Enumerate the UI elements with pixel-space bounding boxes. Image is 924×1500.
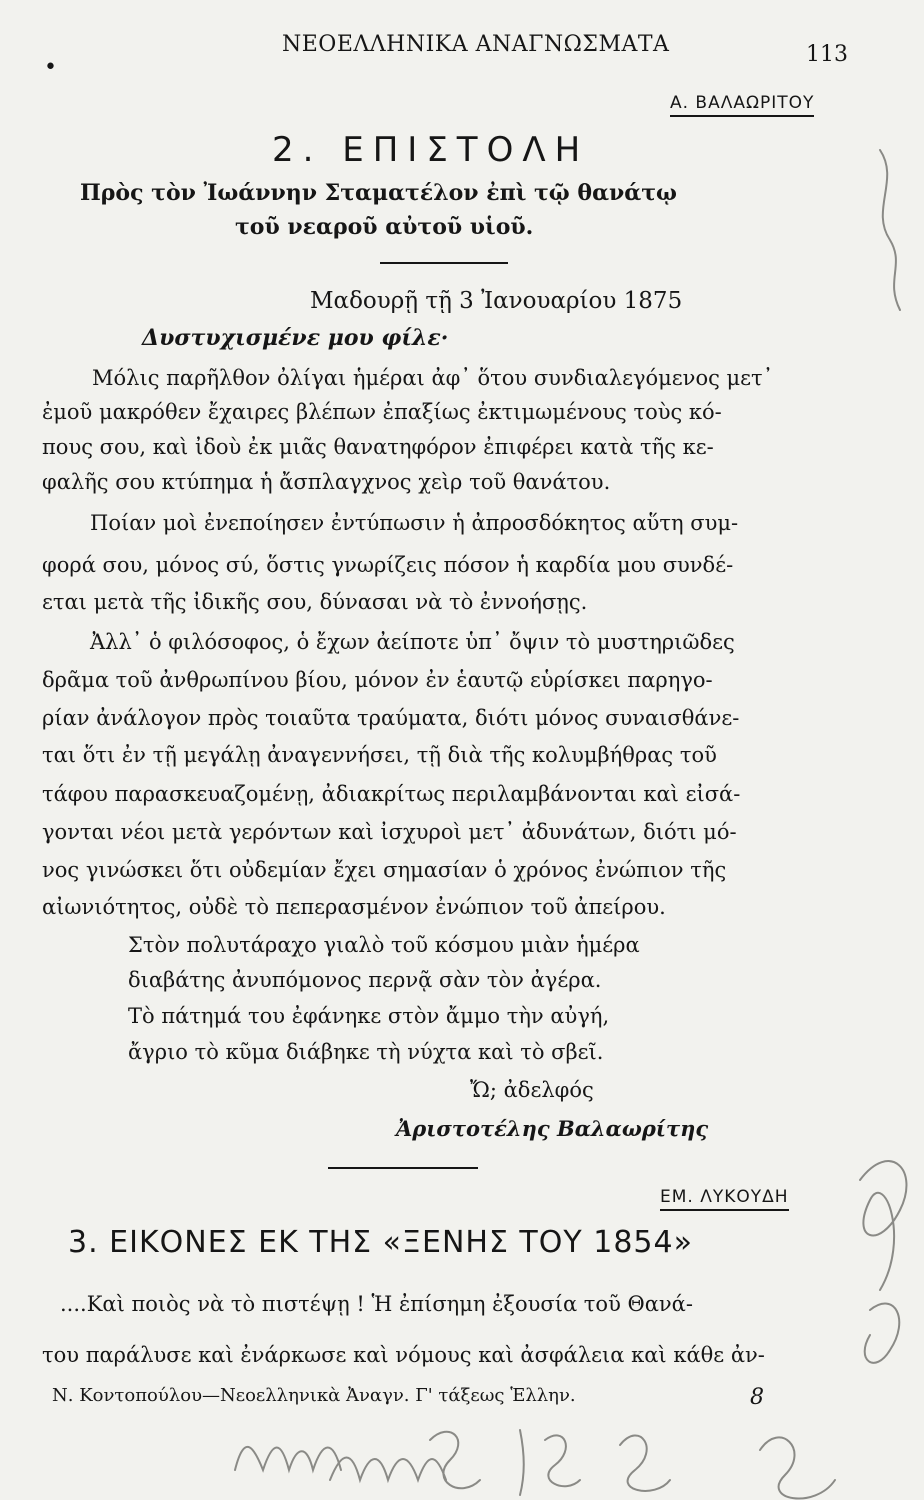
body-line: νος γινώσκει ὅτι οὐδεμίαν ἔχει σημασίαν ὁ χρόνος ἐνώπιον τῆς [42, 858, 727, 882]
margin-scribble-mark [880, 150, 900, 310]
body-line: Ἀλλ᾽ ὁ φιλόσοφος, ὁ ἔχων ἀείποτε ὑπ᾽ ὄψιν τὸ μυστηριῶδες [90, 630, 735, 654]
signoff: Ὤ; ἀδελφός [470, 1078, 594, 1102]
bottom-scribble-mark [760, 1437, 835, 1498]
margin-scribble-mark [865, 1304, 900, 1363]
bottom-scribble-mark [235, 1447, 341, 1470]
body-line: γονται νέοι μετὰ γερόντων καὶ ἰσχυροὶ μετ᾽ ἀδυνάτων, διότι μό- [42, 820, 737, 844]
margin-scribble-mark [860, 1161, 906, 1290]
sheet-number: 8 [750, 1385, 764, 1410]
running-header: ΝΕΟΕΛΛΗΝΙΚΑ ΑΝΑΓΝΩΣΜΑΤΑ [282, 32, 670, 57]
poem-line: διαβάτης ἀνυπόμονος περνᾷ σὰν τὸν ἀγέρα. [128, 968, 602, 992]
body-line: δρᾶμα τοῦ ἀνθρωπίνου βίου, μόνον ἐν ἑαυτῷ εὑρίσκει παρηγο- [42, 668, 713, 692]
body-line: πους σου, καὶ ἰδοὺ ἐκ μιᾶς θανατηφόρον ἐπιφέρει κατὰ τῆς κε- [42, 435, 714, 459]
body-line: Μόλις παρῆλθον ὀλίγαι ἡμέραι ἀφ᾽ ὅτου συνδιαλεγόμενος μετ᾽ [92, 366, 774, 390]
body-line: ται ὅτι ἐν τῇ μεγάλῃ ἀναγεννήσει, τῇ διὰ τῆς κολυμβήθρας τοῦ [42, 743, 717, 767]
subtitle-line: τοῦ νεαροῦ αὐτοῦ υἱοῦ. [235, 214, 534, 240]
bottom-scribble-mark [520, 1430, 580, 1495]
body-line: αἰωνιότητος, οὐδὲ τὸ πεπερασμένον ἐνώπιον τοῦ ἀπείρου. [42, 895, 666, 919]
body-line: ρίαν ἀνάλογον πρὸς τοιαῦτα τραύματα, διότι μόνος συναισθάνε- [42, 706, 740, 730]
dateline: Μαδουρῇ τῇ 3 Ἰανουαρίου 1875 [310, 288, 683, 314]
bottom-scribble-mark [620, 1435, 670, 1490]
body-line: φορά σου, μόνος σύ, ὅστις γνωρίζεις πόσον ἡ καρδία μου συνδέ- [42, 553, 734, 577]
body-line: ἐμοῦ μακρόθεν ἔχαιρες βλέπων ἐπαξίως ἐκτιμωμένους τοὺς κό- [42, 400, 722, 424]
poem-line: Τὸ πάτημά του ἐφάνηκε στὸν ἄμμο τὴν αὐγή, [128, 1004, 610, 1028]
bottom-scribble-mark [430, 1432, 480, 1489]
body-line: ....Καὶ ποιὸς νὰ τὸ πιστέψῃ ! Ἡ ἐπίσημη ἐξουσία τοῦ Θανά- [60, 1292, 693, 1316]
body-line: εται μετὰ τῆς ἰδικῆς σου, δύνασαι νὰ τὸ ἐννοήσῃς. [42, 590, 588, 614]
author-tag: Α. ΒΑΛΑΩΡΙΤΟΥ [670, 93, 814, 117]
poem-line: Στὸν πολυτάραχο γιαλὸ τοῦ κόσμου μιὰν ἡμέρα [128, 933, 640, 957]
body-line: Ποίαν μοὶ ἐνεποίησεν ἐντύπωσιν ἡ ἀπροσδόκητος αὕτη συμ- [90, 511, 739, 535]
section-title: 2. ΕΠΙΣΤΟΛΗ [272, 130, 590, 170]
author-tag: ΕΜ. ΛΥΚΟΥΔΗ [660, 1187, 789, 1211]
body-line: τάφου παρασκευαζομένῃ, ἀδιακρίτως περιλαμβάνονται καὶ εἰσά- [42, 782, 741, 806]
footer-imprint: Ν. Κοντοπούλου—Νεοελληνικὰ Ἀναγν. Γ' τάξεως Ἑλλην. [52, 1385, 576, 1406]
signature: Ἀριστοτέλης Βαλαωρίτης [396, 1116, 709, 1141]
subtitle-line: Πρὸς τὸν Ἰωάννην Σταματέλον ἐπὶ τῷ θανάτῳ [80, 180, 677, 206]
section-title: 3. ΕΙΚΟΝΕΣ ΕΚ ΤΗΣ «ΞΕΝΗΣ ΤΟΥ 1854» [68, 1225, 693, 1260]
body-line: του παράλυσε καὶ ἐνάρκωσε καὶ νόμους καὶ ἀσφάλεια καὶ κάθε ἀν- [42, 1343, 765, 1367]
page-number: 113 [806, 42, 848, 67]
page-mark: • [44, 55, 57, 80]
poem-line: ἄγριο τὸ κῦμα διάβηκε τὴ νύχτα καὶ τὸ σβεῖ. [128, 1040, 604, 1064]
salutation: Δυστυχισμένε μου φίλε· [142, 325, 449, 351]
bottom-scribble-mark [330, 1458, 446, 1481]
body-line: φαλῆς σου κτύπημα ἡ ἄσπλαγχνος χεὶρ τοῦ θανάτου. [42, 470, 611, 494]
